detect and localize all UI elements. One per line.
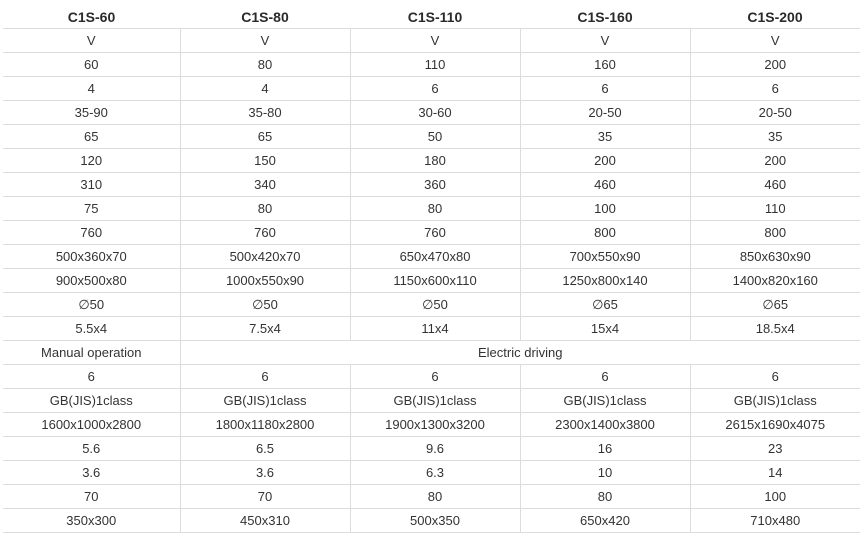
table-cell: 35 bbox=[690, 125, 860, 149]
table-cell: 75 bbox=[3, 197, 180, 221]
table-cell: 500x420x70 bbox=[180, 245, 350, 269]
table-cell: 460 bbox=[690, 173, 860, 197]
table-row bbox=[3, 101, 860, 125]
table-cell: 70 bbox=[180, 485, 350, 509]
table-cell: 500x350 bbox=[350, 509, 520, 533]
table-cell: 1900x1300x3200 bbox=[350, 413, 520, 437]
table-cell: GB(JIS)1class bbox=[3, 389, 180, 413]
electric-driving-cell: Electric driving bbox=[180, 341, 860, 365]
table-cell: 1600x1000x2800 bbox=[3, 413, 180, 437]
table-cell: 4 bbox=[3, 77, 180, 101]
table-cell: 3.6 bbox=[180, 461, 350, 485]
table-cell: 1150x600x110 bbox=[350, 269, 520, 293]
table-cell: 60 bbox=[3, 53, 180, 77]
table-cell: 800 bbox=[520, 221, 690, 245]
table-cell: 11x4 bbox=[350, 317, 520, 341]
table-row bbox=[3, 317, 860, 341]
table-row bbox=[3, 293, 860, 317]
table-cell: 80 bbox=[180, 53, 350, 77]
table-cell: 6 bbox=[520, 77, 690, 101]
table-row bbox=[3, 197, 860, 221]
spec-table bbox=[3, 5, 860, 533]
table-row bbox=[3, 149, 860, 173]
table-row bbox=[3, 509, 860, 533]
table-cell: 80 bbox=[350, 485, 520, 509]
table-cell: 6 bbox=[520, 365, 690, 389]
model-header: C1S-60 bbox=[3, 5, 180, 29]
table-cell: 65 bbox=[3, 125, 180, 149]
table-cell: 180 bbox=[350, 149, 520, 173]
model-header: C1S-160 bbox=[520, 5, 690, 29]
table-row bbox=[3, 461, 860, 485]
table-cell: 18.5x4 bbox=[690, 317, 860, 341]
table-cell: GB(JIS)1class bbox=[520, 389, 690, 413]
table-row bbox=[3, 389, 860, 413]
table-row bbox=[3, 77, 860, 101]
table-cell: V bbox=[350, 29, 520, 53]
table-cell: 650x420 bbox=[520, 509, 690, 533]
table-cell: 70 bbox=[3, 485, 180, 509]
table-row bbox=[3, 437, 860, 461]
table-cell: 50 bbox=[350, 125, 520, 149]
table-cell: 5.5x4 bbox=[3, 317, 180, 341]
table-row bbox=[3, 413, 860, 437]
table-cell: 100 bbox=[690, 485, 860, 509]
table-row bbox=[3, 269, 860, 293]
table-cell: 6 bbox=[350, 365, 520, 389]
table-cell: GB(JIS)1class bbox=[350, 389, 520, 413]
table-cell: 20-50 bbox=[690, 101, 860, 125]
model-header: C1S-200 bbox=[690, 5, 860, 29]
model-header: C1S-110 bbox=[350, 5, 520, 29]
table-cell: V bbox=[690, 29, 860, 53]
table-cell: 760 bbox=[180, 221, 350, 245]
table-cell: 14 bbox=[690, 461, 860, 485]
table-cell: 760 bbox=[3, 221, 180, 245]
table-cell: 6.5 bbox=[180, 437, 350, 461]
table-cell: 710x480 bbox=[690, 509, 860, 533]
table-cell: 35 bbox=[520, 125, 690, 149]
table-cell: 110 bbox=[690, 197, 860, 221]
table-cell: 760 bbox=[350, 221, 520, 245]
table-cell: 900x500x80 bbox=[3, 269, 180, 293]
table-cell: 6 bbox=[350, 77, 520, 101]
table-cell: 4 bbox=[180, 77, 350, 101]
table-cell: ∅65 bbox=[520, 293, 690, 317]
table-cell: 15x4 bbox=[520, 317, 690, 341]
table-cell: 120 bbox=[3, 149, 180, 173]
table-cell: 160 bbox=[520, 53, 690, 77]
table-cell: 6.3 bbox=[350, 461, 520, 485]
model-header: C1S-80 bbox=[180, 5, 350, 29]
table-cell: 800 bbox=[690, 221, 860, 245]
table-row bbox=[3, 125, 860, 149]
table-cell: 100 bbox=[520, 197, 690, 221]
table-cell: 650x470x80 bbox=[350, 245, 520, 269]
table-cell: 23 bbox=[690, 437, 860, 461]
table-cell: 16 bbox=[520, 437, 690, 461]
manual-operation-cell: Manual operation bbox=[3, 341, 180, 365]
table-cell: 65 bbox=[180, 125, 350, 149]
table-cell: ∅50 bbox=[350, 293, 520, 317]
table-cell: ∅50 bbox=[180, 293, 350, 317]
table-cell: ∅65 bbox=[690, 293, 860, 317]
table-row bbox=[3, 245, 860, 269]
table-cell: V bbox=[520, 29, 690, 53]
table-cell: 80 bbox=[520, 485, 690, 509]
table-cell: 9.6 bbox=[350, 437, 520, 461]
table-row bbox=[3, 221, 860, 245]
table-cell: 850x630x90 bbox=[690, 245, 860, 269]
table-cell: ∅50 bbox=[3, 293, 180, 317]
table-cell: 110 bbox=[350, 53, 520, 77]
table-cell: 35-80 bbox=[180, 101, 350, 125]
table-cell: V bbox=[180, 29, 350, 53]
table-cell: 6 bbox=[690, 365, 860, 389]
table-cell: 1800x1180x2800 bbox=[180, 413, 350, 437]
table-cell: 500x360x70 bbox=[3, 245, 180, 269]
table-cell: 1250x800x140 bbox=[520, 269, 690, 293]
table-cell: 200 bbox=[520, 149, 690, 173]
table-cell: 700x550x90 bbox=[520, 245, 690, 269]
table-cell: V bbox=[3, 29, 180, 53]
table-cell: 150 bbox=[180, 149, 350, 173]
table-cell: 2300x1400x3800 bbox=[520, 413, 690, 437]
table-cell: 80 bbox=[350, 197, 520, 221]
table-cell: 1400x820x160 bbox=[690, 269, 860, 293]
table-cell: 6 bbox=[690, 77, 860, 101]
table-row bbox=[3, 29, 860, 53]
table-cell: 350x300 bbox=[3, 509, 180, 533]
table-cell: 450x310 bbox=[180, 509, 350, 533]
table-cell: 2615x1690x4075 bbox=[690, 413, 860, 437]
table-cell: 80 bbox=[180, 197, 350, 221]
table-cell: 10 bbox=[520, 461, 690, 485]
table-cell: 30-60 bbox=[350, 101, 520, 125]
header-row bbox=[3, 5, 860, 29]
table-row bbox=[3, 485, 860, 509]
table-cell: 5.6 bbox=[3, 437, 180, 461]
table-cell: 340 bbox=[180, 173, 350, 197]
table-row bbox=[3, 365, 860, 389]
table-cell: 3.6 bbox=[3, 461, 180, 485]
table-cell: GB(JIS)1class bbox=[690, 389, 860, 413]
table-cell: 20-50 bbox=[520, 101, 690, 125]
table-row bbox=[3, 53, 860, 77]
table-cell: 460 bbox=[520, 173, 690, 197]
table-row bbox=[3, 173, 860, 197]
table-cell: 360 bbox=[350, 173, 520, 197]
table-cell: 1000x550x90 bbox=[180, 269, 350, 293]
table-cell: 35-90 bbox=[3, 101, 180, 125]
table-cell: 7.5x4 bbox=[180, 317, 350, 341]
table-cell: 310 bbox=[3, 173, 180, 197]
table-cell: GB(JIS)1class bbox=[180, 389, 350, 413]
table-cell: 6 bbox=[180, 365, 350, 389]
table-cell: 200 bbox=[690, 53, 860, 77]
table-cell: 200 bbox=[690, 149, 860, 173]
table-cell: 6 bbox=[3, 365, 180, 389]
operation-row bbox=[3, 341, 860, 365]
